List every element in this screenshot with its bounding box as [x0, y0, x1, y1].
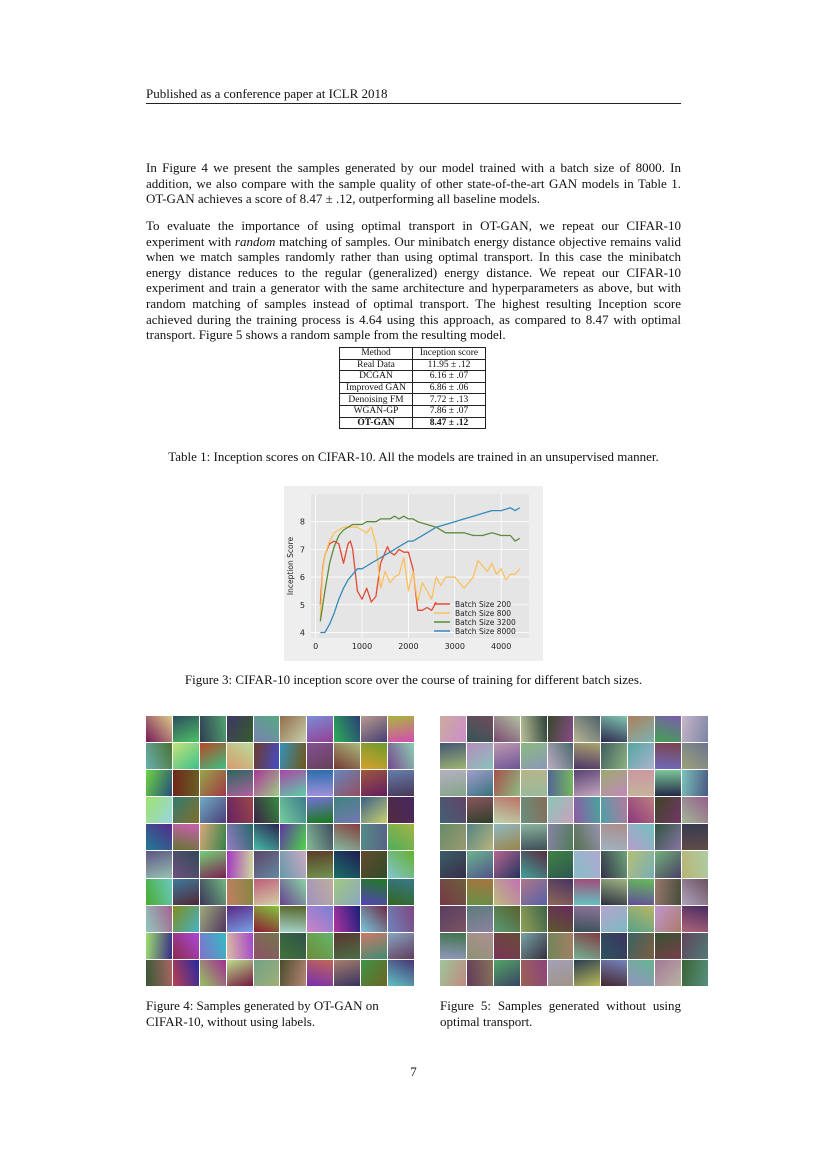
sample-image-tile: [173, 879, 199, 905]
y-tick-label: 5: [299, 600, 305, 610]
sample-image-tile: [521, 743, 547, 769]
sample-image-tile: [307, 824, 333, 850]
sample-image-tile: [655, 716, 681, 742]
figure-5-sample-grid: [440, 716, 708, 986]
sample-image-tile: [655, 770, 681, 796]
sample-image-tile: [440, 933, 466, 959]
sample-image-tile: [521, 960, 547, 986]
x-tick-label: 3000: [444, 642, 465, 651]
sample-image-tile: [200, 797, 226, 823]
sample-image-tile: [173, 716, 199, 742]
legend-label: Batch Size 8000: [455, 627, 516, 636]
sample-image-tile: [173, 743, 199, 769]
sample-image-tile: [628, 960, 654, 986]
sample-image-tile: [440, 797, 466, 823]
sample-image-tile: [467, 743, 493, 769]
sample-image-tile: [361, 906, 387, 932]
sample-image-tile: [388, 906, 414, 932]
paragraph-2-part-b: matching of samples. Our minibatch energy distance objective remains valid when we match samples randomly rather than using optimal transport. In this case the minibatch energy distance reduces to the regular (generalized) energy distance. We repeat our CIFAR-10 experiment and train a generator with the same architecture and hyperparameters as above, but with random matching of samples instead of optimal transport. The highest resulting Inception score achieved during the training process is 4.64 using this approach, as compared to 8.47 with optimal transport. Figure 5 shows a random sample from the resulting model.: [146, 233, 681, 343]
table-row: [340, 371, 486, 383]
sample-image-tile: [574, 797, 600, 823]
sample-image-tile: [548, 716, 574, 742]
sample-image-tile: [521, 851, 547, 877]
sample-image-tile: [601, 770, 627, 796]
sample-image-tile: [146, 743, 172, 769]
table-cell-method: OT-GAN: [340, 417, 413, 429]
sample-image-tile: [440, 851, 466, 877]
y-tick-label: 8: [299, 517, 305, 527]
sample-image-tile: [146, 906, 172, 932]
sample-image-tile: [200, 824, 226, 850]
sample-image-tile: [548, 960, 574, 986]
sample-image-tile: [173, 851, 199, 877]
sample-image-tile: [467, 960, 493, 986]
sample-image-tile: [655, 906, 681, 932]
sample-image-tile: [334, 824, 360, 850]
sample-image-tile: [601, 824, 627, 850]
sample-image-tile: [254, 906, 280, 932]
sample-image-tile: [548, 851, 574, 877]
sample-image-tile: [146, 716, 172, 742]
sample-image-tile: [334, 797, 360, 823]
sample-image-tile: [361, 797, 387, 823]
sample-image-tile: [254, 770, 280, 796]
sample-image-tile: [388, 770, 414, 796]
table-cell-method: Denoising FM: [340, 394, 413, 406]
sample-image-tile: [334, 770, 360, 796]
sample-image-tile: [361, 879, 387, 905]
sample-image-tile: [628, 716, 654, 742]
table-cell-score: 6.86 ± .06: [413, 382, 486, 394]
y-tick-label: 6: [299, 573, 305, 583]
sample-image-tile: [440, 879, 466, 905]
sample-image-tile: [655, 933, 681, 959]
sample-image-tile: [361, 770, 387, 796]
sample-image-tile: [173, 933, 199, 959]
sample-image-tile: [388, 716, 414, 742]
paragraph-2: [146, 218, 681, 343]
sample-image-tile: [682, 960, 708, 986]
sample-image-tile: [280, 906, 306, 932]
sample-image-tile: [280, 879, 306, 905]
paragraph-2-part-a: To evaluate the importance of using optimal transport in OT-GAN, we repeat our CIFAR-10 experiment with: [146, 218, 681, 249]
sample-image-tile: [682, 716, 708, 742]
sample-image-tile: [521, 824, 547, 850]
sample-image-tile: [200, 716, 226, 742]
sample-image-tile: [440, 824, 466, 850]
sample-image-tile: [440, 906, 466, 932]
sample-image-tile: [628, 770, 654, 796]
sample-image-tile: [682, 743, 708, 769]
sample-image-tile: [307, 743, 333, 769]
sample-image-tile: [682, 824, 708, 850]
legend-label: Batch Size 800: [455, 609, 512, 618]
sample-image-tile: [227, 824, 253, 850]
sample-image-tile: [280, 933, 306, 959]
sample-image-tile: [440, 770, 466, 796]
figure-3-caption: Figure 3: CIFAR-10 inception score over the course of training for different batch sizes.: [184, 672, 643, 687]
sample-image-tile: [574, 851, 600, 877]
sample-image-tile: [361, 933, 387, 959]
sample-image-tile: [173, 770, 199, 796]
sample-image-tile: [548, 906, 574, 932]
sample-image-tile: [494, 933, 520, 959]
legend-label: Batch Size 200: [455, 600, 512, 609]
sample-image-tile: [388, 743, 414, 769]
sample-image-tile: [628, 797, 654, 823]
sample-image-tile: [307, 960, 333, 986]
sample-image-tile: [494, 824, 520, 850]
sample-image-tile: [200, 770, 226, 796]
sample-image-tile: [334, 906, 360, 932]
sample-image-tile: [227, 933, 253, 959]
paragraph-2-emphasis: random: [234, 233, 276, 249]
paragraph-1: In Figure 4 we present the samples generated by our model trained with a batch size of 8000. In addition, we also compare with the sample quality of other state-of-the-art GAN models in Table 1. OT-GAN achieves a score of 8.47 ± .12, outperforming all baseline models.: [146, 160, 681, 207]
table-cell-method: WGAN-GP: [340, 405, 413, 417]
sample-image-tile: [548, 933, 574, 959]
sample-image-tile: [682, 906, 708, 932]
sample-image-tile: [334, 851, 360, 877]
sample-image-tile: [307, 851, 333, 877]
sample-image-tile: [494, 879, 520, 905]
figure-4-sample-grid: [146, 716, 414, 986]
sample-image-tile: [307, 716, 333, 742]
sample-image-tile: [574, 906, 600, 932]
sample-image-tile: [467, 716, 493, 742]
sample-image-tile: [521, 716, 547, 742]
sample-image-tile: [173, 824, 199, 850]
sample-image-tile: [548, 879, 574, 905]
y-axis-label: Inception Score: [286, 536, 295, 596]
sample-image-tile: [254, 824, 280, 850]
sample-image-tile: [254, 716, 280, 742]
table-header-method: Method: [340, 348, 413, 360]
sample-image-tile: [280, 824, 306, 850]
sample-image-tile: [200, 960, 226, 986]
sample-image-tile: [494, 797, 520, 823]
sample-image-tile: [334, 933, 360, 959]
sample-image-tile: [227, 716, 253, 742]
sample-image-tile: [280, 716, 306, 742]
sample-image-tile: [574, 933, 600, 959]
table-row-highlight: [340, 417, 486, 429]
y-tick-label: 7: [299, 545, 305, 555]
sample-image-tile: [227, 797, 253, 823]
sample-image-tile: [227, 960, 253, 986]
sample-image-tile: [440, 716, 466, 742]
sample-image-tile: [521, 879, 547, 905]
sample-image-tile: [254, 851, 280, 877]
table-cell-score: 7.72 ± .13: [413, 394, 486, 406]
x-tick-label: 2000: [398, 642, 419, 651]
sample-image-tile: [574, 716, 600, 742]
sample-image-tile: [601, 851, 627, 877]
sample-image-tile: [467, 797, 493, 823]
table-row: [340, 394, 486, 406]
sample-image-tile: [548, 824, 574, 850]
sample-image-tile: [467, 933, 493, 959]
figure-4-caption: Figure 4: Samples generated by OT-GAN on CIFAR-10, without using labels.: [146, 998, 379, 1029]
sample-image-tile: [574, 960, 600, 986]
sample-image-tile: [655, 851, 681, 877]
table-cell-score: 6.16 ± .07: [413, 371, 486, 383]
sample-image-tile: [173, 797, 199, 823]
table-cell-method: Improved GAN: [340, 382, 413, 394]
sample-image-tile: [200, 743, 226, 769]
sample-image-tile: [254, 879, 280, 905]
figure-5-caption: Figure 5: Samples generated without using optimal transport.: [440, 998, 681, 1029]
sample-image-tile: [280, 960, 306, 986]
sample-image-tile: [361, 851, 387, 877]
table-cell-score: 11.95 ± .12: [413, 359, 486, 371]
sample-image-tile: [601, 960, 627, 986]
sample-image-tile: [467, 879, 493, 905]
x-tick-label: 0: [313, 642, 319, 651]
sample-image-tile: [200, 906, 226, 932]
sample-image-tile: [628, 933, 654, 959]
sample-image-tile: [254, 743, 280, 769]
sample-image-tile: [280, 770, 306, 796]
sample-image-tile: [254, 797, 280, 823]
sample-image-tile: [494, 960, 520, 986]
sample-image-tile: [146, 797, 172, 823]
sample-image-tile: [574, 824, 600, 850]
sample-image-tile: [601, 879, 627, 905]
sample-image-tile: [254, 933, 280, 959]
sample-image-tile: [494, 716, 520, 742]
sample-image-tile: [628, 906, 654, 932]
sample-image-tile: [628, 879, 654, 905]
sample-image-tile: [548, 797, 574, 823]
sample-image-tile: [440, 743, 466, 769]
sample-image-tile: [227, 879, 253, 905]
sample-image-tile: [227, 770, 253, 796]
sample-image-tile: [307, 906, 333, 932]
sample-image-tile: [334, 743, 360, 769]
y-tick-label: 4: [299, 628, 305, 638]
sample-image-tile: [601, 906, 627, 932]
sample-image-tile: [361, 824, 387, 850]
sample-image-tile: [574, 879, 600, 905]
sample-image-tile: [334, 716, 360, 742]
sample-image-tile: [361, 716, 387, 742]
table-row: [340, 382, 486, 394]
header-rule: [146, 103, 681, 104]
sample-image-tile: [440, 960, 466, 986]
table-header-score: Inception score: [413, 348, 486, 360]
sample-image-tile: [494, 851, 520, 877]
sample-image-tile: [521, 906, 547, 932]
sample-image-tile: [146, 960, 172, 986]
sample-image-tile: [521, 797, 547, 823]
sample-image-tile: [628, 824, 654, 850]
sample-image-tile: [628, 851, 654, 877]
sample-image-tile: [521, 770, 547, 796]
sample-image-tile: [494, 743, 520, 769]
sample-image-tile: [682, 797, 708, 823]
sample-image-tile: [280, 797, 306, 823]
sample-image-tile: [682, 879, 708, 905]
sample-image-tile: [227, 851, 253, 877]
sample-image-tile: [655, 960, 681, 986]
sample-image-tile: [388, 797, 414, 823]
sample-image-tile: [334, 960, 360, 986]
table-cell-method: DCGAN: [340, 371, 413, 383]
sample-image-tile: [254, 960, 280, 986]
sample-image-tile: [682, 770, 708, 796]
sample-image-tile: [467, 851, 493, 877]
sample-image-tile: [628, 743, 654, 769]
sample-image-tile: [388, 824, 414, 850]
sample-image-tile: [682, 851, 708, 877]
x-tick-label: 4000: [490, 642, 512, 651]
running-header: Published as a conference paper at ICLR 2018: [146, 86, 388, 101]
sample-image-tile: [655, 743, 681, 769]
table-header-row: [340, 348, 486, 360]
sample-image-tile: [280, 743, 306, 769]
sample-image-tile: [146, 879, 172, 905]
sample-image-tile: [307, 879, 333, 905]
sample-image-tile: [601, 716, 627, 742]
sample-image-tile: [521, 933, 547, 959]
sample-image-tile: [146, 851, 172, 877]
sample-image-tile: [200, 851, 226, 877]
sample-image-tile: [388, 851, 414, 877]
sample-image-tile: [334, 879, 360, 905]
sample-image-tile: [601, 797, 627, 823]
sample-image-tile: [146, 824, 172, 850]
sample-image-tile: [682, 933, 708, 959]
legend-label: Batch Size 3200: [455, 618, 516, 627]
table-row: [340, 405, 486, 417]
sample-image-tile: [200, 879, 226, 905]
table-cell-score: 8.47 ± .12: [413, 417, 486, 429]
x-tick-label: 1000: [351, 642, 373, 651]
sample-image-tile: [655, 797, 681, 823]
sample-image-tile: [361, 743, 387, 769]
sample-image-tile: [574, 770, 600, 796]
sample-image-tile: [361, 960, 387, 986]
sample-image-tile: [146, 770, 172, 796]
sample-image-tile: [173, 906, 199, 932]
inception-score-chart: [284, 486, 543, 661]
sample-image-tile: [467, 824, 493, 850]
sample-image-tile: [548, 743, 574, 769]
sample-image-tile: [574, 743, 600, 769]
table-cell-method: Real Data: [340, 359, 413, 371]
sample-image-tile: [280, 851, 306, 877]
sample-image-tile: [173, 960, 199, 986]
page-number: 7: [410, 1064, 417, 1079]
sample-image-tile: [655, 879, 681, 905]
sample-image-tile: [601, 933, 627, 959]
sample-image-tile: [388, 960, 414, 986]
sample-image-tile: [467, 770, 493, 796]
sample-image-tile: [146, 933, 172, 959]
sample-image-tile: [494, 906, 520, 932]
table-cell-score: 7.86 ± .07: [413, 405, 486, 417]
sample-image-tile: [601, 743, 627, 769]
sample-image-tile: [655, 824, 681, 850]
sample-image-tile: [307, 770, 333, 796]
table-row: [340, 359, 486, 371]
sample-image-tile: [307, 797, 333, 823]
sample-image-tile: [227, 906, 253, 932]
table-caption: Table 1: Inception scores on CIFAR-10. All the models are trained in an unsupervised manner.: [168, 449, 659, 464]
sample-image-tile: [548, 770, 574, 796]
sample-image-tile: [227, 743, 253, 769]
sample-image-tile: [200, 933, 226, 959]
sample-image-tile: [307, 933, 333, 959]
sample-image-tile: [494, 770, 520, 796]
results-table: [339, 347, 486, 429]
sample-image-tile: [388, 879, 414, 905]
sample-image-tile: [388, 933, 414, 959]
sample-image-tile: [467, 906, 493, 932]
